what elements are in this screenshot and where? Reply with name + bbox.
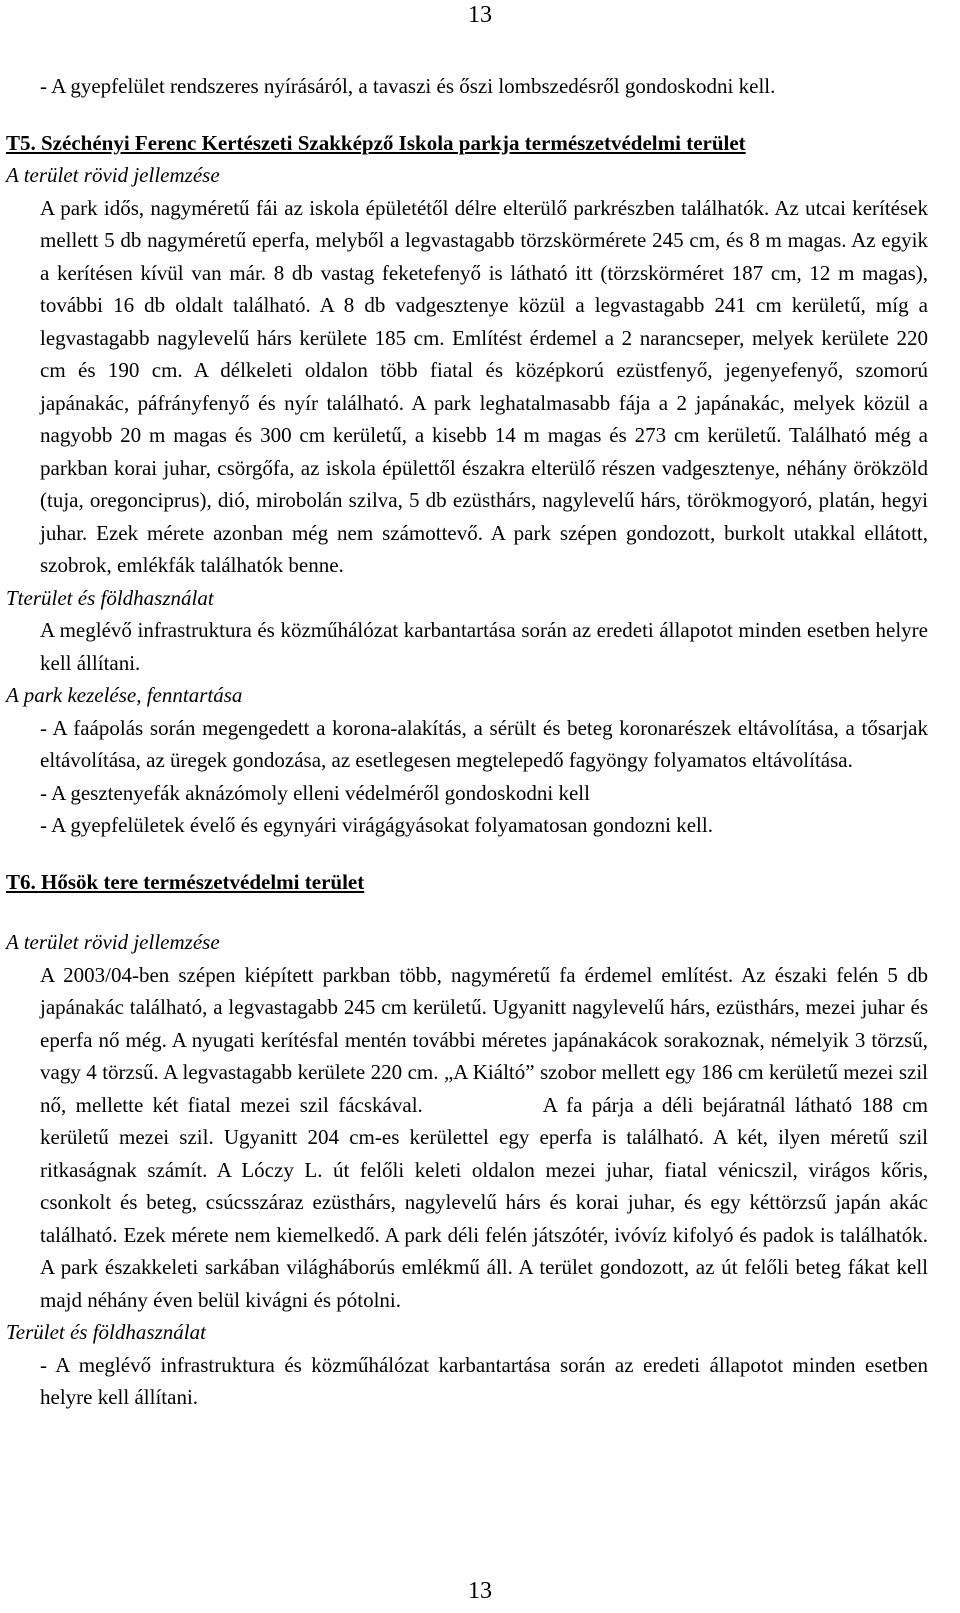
section-t6-description-part2: A fa párja a déli bejáratnál látható 188 cm kerületű mezei szil. Ugyanitt 204 cm-es kerülettel egy eperfa is található. A két, ilyen méretű szil ritkaságnak számít. A Lóczy L. út felőli keleti oldalon mezei juhar, fiatal vénicszil, virágos kőris, csonkolt és beteg, csúcsszáraz ezüsthárs, nagylevelű hárs és korai juhar, és egy kéttörzsű japán akác található. Ezek mérete nem kiemelkedő. A park déli felén játszótér, ivóvíz kifolyó és padok is találhatók. A park északkeleti sarkában világháborús emlékmű áll. A terület gondozott, az út felőli beteg fákat kell majd néhány éven belül kivágni és pótolni. [40,1092,928,1312]
section-t5-description: A park idős, nagyméretű fái az iskola épületétől délre elterülő parkrészben találhatók. Az utcai kerítések mellett 5 db nagyméretű eperfa, melyből a legvastagabb törzskörmérete 245 cm, és 8 m magas. Az egyik a kerítésen kívül van már. 8 db vastag feketefenyő is látható itt (törzskörméret 187 cm, 12 m magas), további 16 db oldalt található. A 8 db vadgesztenye közül a legvastagabb 241 cm kerületű, míg a legvastagabb nagylevelű hárs kerülete 185 cm. Említést érdemel a 2 narancseper, melyek kerülete 220 cm és 190 cm. A délkeleti oldalon több fiatal és középkorú ezüstfenyő, jegenyefenyő, szomorú japánakác, páfrányfenyő és nyír található. A park leghatalmasabb fája a 2 japánakác, melyek közül a nagyobb 20 m magas és 300 cm kerületű, a kisebb 14 m magas és 273 cm kerületű. Található még a parkban korai juhar, csörgőfa, az iskola épülettől északra elterülő részen vadgesztenye, néhány örökzöld (tuja, oregonciprus), dió, mirobolán szilva, 5 db ezüsthárs, nagylevelű hárs, törökmogyoró, platán, hegyi juhar. Ezek mérete azonban még nem számottevő. A park szépen gondozott, burkolt utakkal ellátott, szobrok, emlékfák találhatók benne. [40,195,928,577]
section-t6-description [40,959,928,1317]
section-t5-subhead-description: A terület rövid jellemzése [6,163,220,187]
page-content [6,70,928,1414]
page-number-bottom: 13 [468,1578,492,1604]
section-t6-subhead-landuse: Terület és földhasználat [6,1320,206,1344]
page-number-top: 13 [468,2,492,28]
section-t6-heading: T6. Hősök tere természetvédelmi terület [6,869,365,894]
section-t5-subhead-landuse: Tterület és földhasználat [6,585,214,610]
section-t6-landuse: - A meglévő infrastruktura és közműhálózat karbantartása során az eredeti állapotot minden esetben helyre kell állítani. [40,1352,928,1409]
section-t5-landuse: A meglévő infrastruktura és közműhálózat karbantartása során az eredeti állapotot minden esetben helyre kell állítani. [40,618,928,675]
section-t5-heading: T5. Széchényi Ferenc Kertészeti Szakképző Iskola parkja természetvédelmi terület [6,130,746,155]
section-t5-management-item: - A gyepfelületek évelő és egynyári virágágyásokat folyamatosan gondozni kell. [40,813,713,837]
section-t6-description-part1: A 2003/04-ben szépen kiépített parkban több, nagyméretű fa érdemel említést. Az északi felén 5 db japánakác található, a legvastagabb 245 cm kerületű. Ugyanitt nagylevelű hárs, ezüsthárs, mezei juhar és eperfa nő még. A nyugati kerítésfal mentén további méretes japánakácok sorakoznak, némelyik 3 törzsű, vagy 4 törzsű. A legvastagabb kerülete 220 cm. „A Kiáltó” szobor mellett egy 186 cm kerületű mezei szil nő, mellette két fiatal mezei szil fácskával. [40,962,928,1117]
section-t5-management-item: - A gesztenyefák aknázómoly elleni védelméről gondoskodni kell [40,780,590,805]
intro-line: - A gyepfelület rendszeres nyírásáról, a tavaszi és őszi lombszedésről gondoskodni kell. [40,74,776,98]
section-t6-subhead-description: A terület rövid jellemzése [6,930,220,954]
section-t5-management-item: - A faápolás során megengedett a korona-alakítás, a sérült és beteg koronarészek eltávolítása, a tősarjak eltávolítása, az üregek gondozása, az esetlegesen megtelepedő fagyöngy folyamatos eltávolítása. [40,715,928,772]
section-t5-subhead-management: A park kezelése, fenntartása [6,683,243,707]
